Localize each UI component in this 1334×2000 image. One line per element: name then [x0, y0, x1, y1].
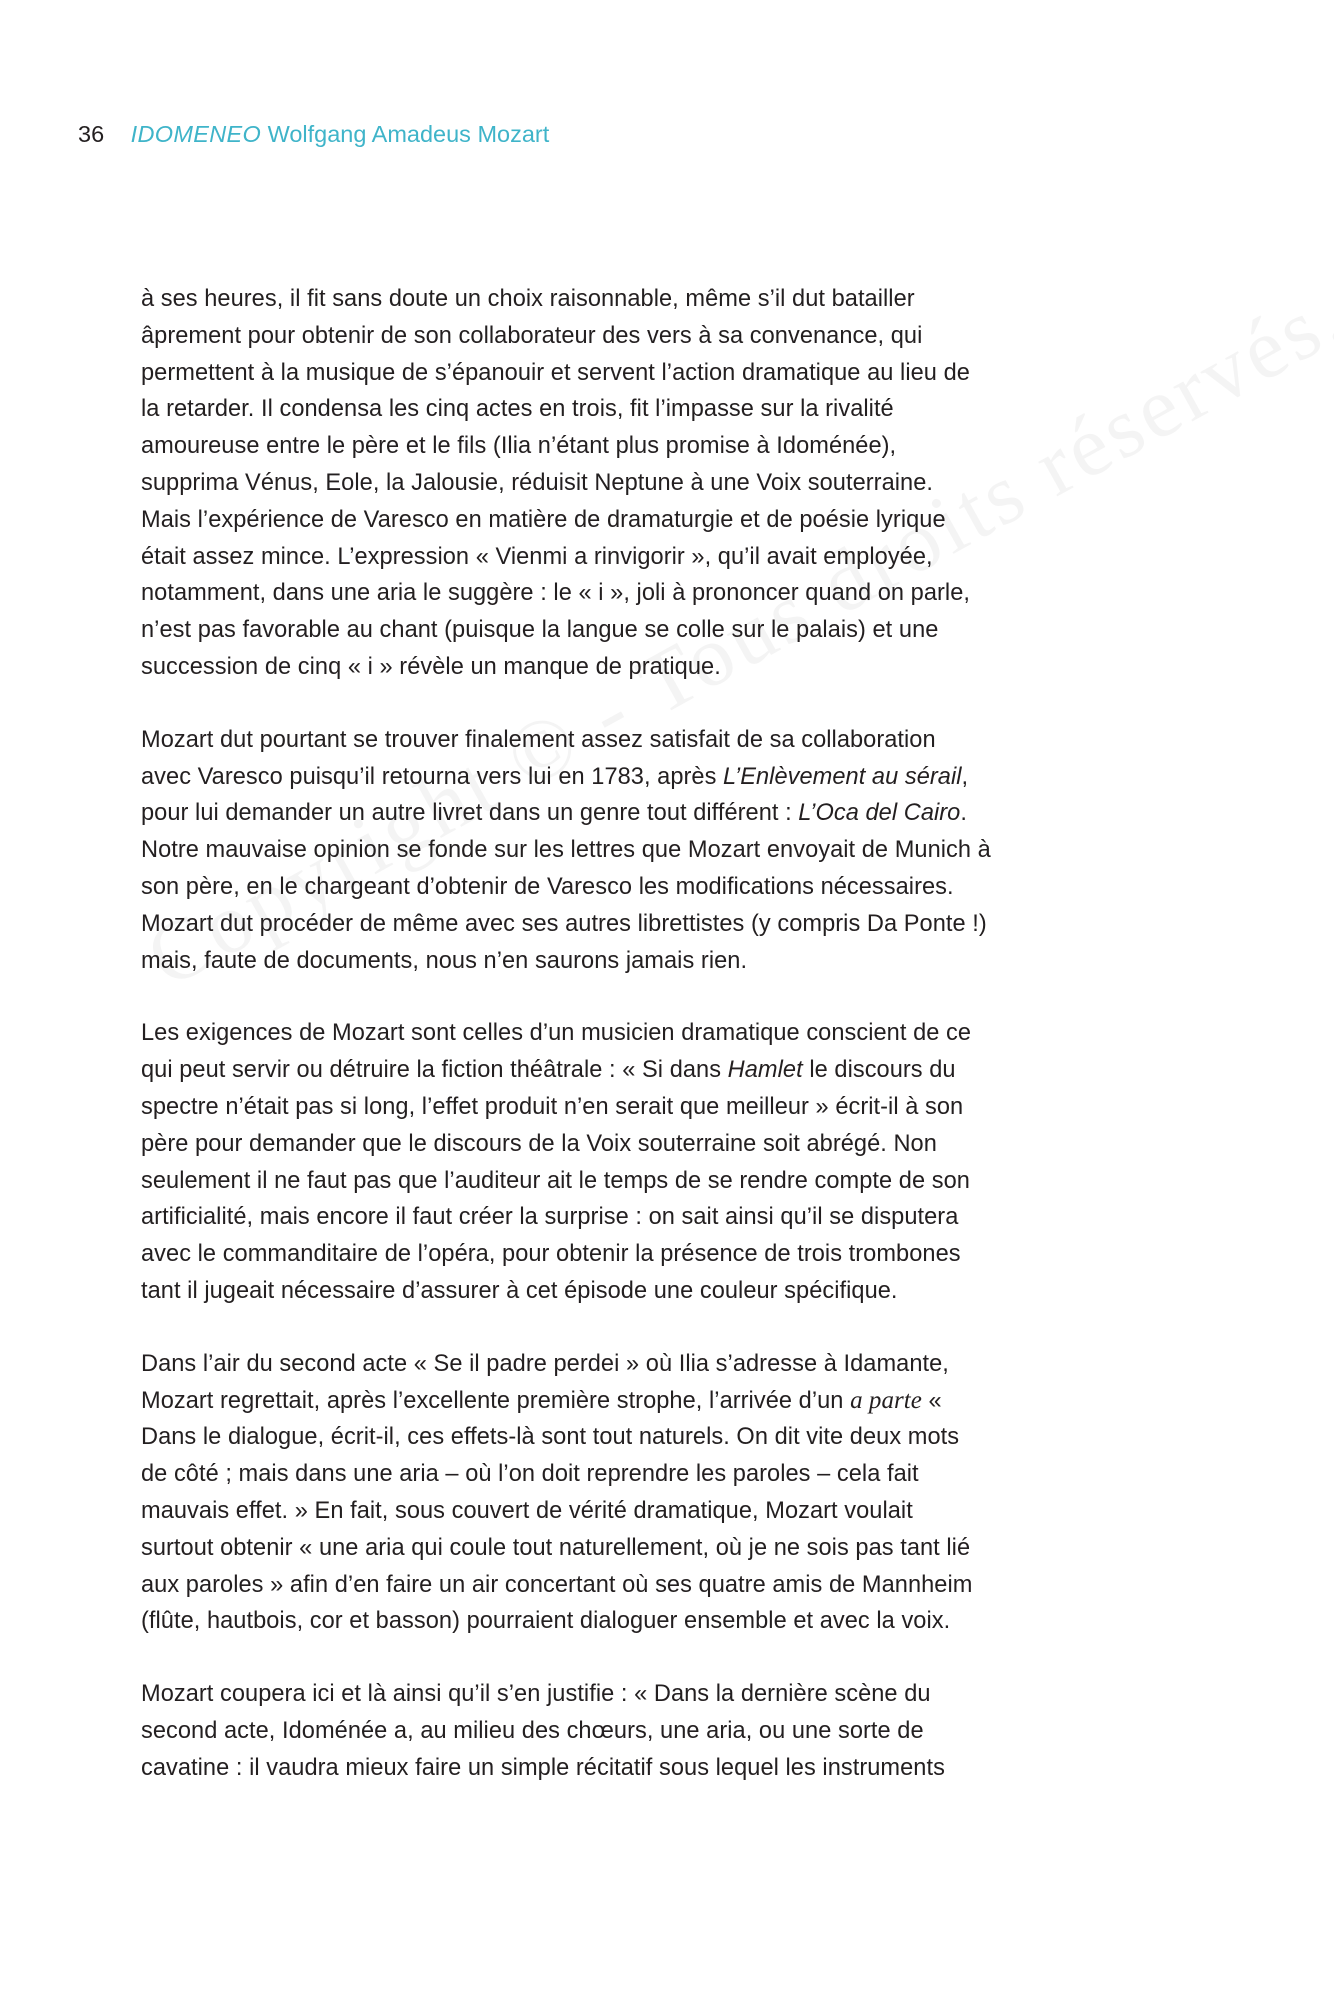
text-line — [141, 869, 1196, 906]
paragraph — [141, 1015, 1196, 1309]
text-run: qui peut servir ou détruire la fiction théâtrale : « Si dans — [141, 1057, 728, 1084]
text-run: notamment, dans une aria le suggère : le « i », joli à prononcer quand on parle, — [141, 580, 970, 607]
text-run: , — [961, 763, 969, 790]
emphasized-text: a parte — [850, 1386, 922, 1414]
text-run: artificialité, mais encore il faut créer la surprise : on sait ainsi qu’il se disputera — [141, 1204, 959, 1231]
text-line — [141, 355, 1196, 392]
text-line — [141, 1383, 1196, 1420]
text-line — [141, 1713, 1196, 1750]
text-run: avec le commanditaire de l’opéra, pour obtenir la présence de trois trombones — [141, 1241, 961, 1268]
text-run: père pour demander que le discours de la Voix souterraine soit abrégé. Non — [141, 1130, 937, 1157]
paragraph — [141, 722, 1196, 980]
text-run: Mozart regrettait, après l’excellente première strophe, l’arrivée d’un — [141, 1387, 851, 1414]
text-run: mauvais effet. » En fait, sous couvert de vérité dramatique, Mozart voulait — [141, 1497, 913, 1524]
emphasized-text: Hamlet — [727, 1057, 803, 1084]
text-run: Mozart dut pourtant se trouver finalement assez satisfait de sa collaboration — [141, 726, 936, 753]
text-run: son père, en le chargeant d’obtenir de Varesco les modifications nécessaires. — [141, 873, 954, 900]
paragraph — [141, 281, 1196, 686]
text-line — [141, 1530, 1196, 1567]
text-run: (flûte, hautbois, cor et basson) pourraient dialoguer ensemble et avec la voix. — [141, 1608, 951, 1635]
text-run: mais, faute de documents, nous n’en saurons jamais rien. — [141, 947, 748, 974]
text-line — [141, 1126, 1196, 1163]
text-run: n’est pas favorable au chant (puisque la langue se colle sur le palais) et une — [141, 617, 939, 644]
text-run: Mais l’expérience de Varesco en matière de dramaturgie et de poésie lyrique — [141, 506, 946, 533]
text-run: âprement pour obtenir de son collaborateur des vers à sa convenance, qui — [141, 322, 923, 349]
text-run: pour lui demander un autre livret dans un genre tout différent : — [141, 800, 799, 827]
text-run: aux paroles » afin d’en faire un air concertant où ses quatre amis de Mannheim — [141, 1571, 973, 1598]
text-run: avec Varesco puisqu’il retourna vers lui en 1783, après — [141, 763, 724, 790]
text-line — [141, 318, 1196, 355]
text-run: de côté ; mais dans une aria – où l’on doit reprendre les paroles – cela fait — [141, 1461, 919, 1488]
book-author: Wolfgang Amadeus Mozart — [267, 121, 550, 147]
text-run: permettent à la musique de s’épanouir et servent l’action dramatique au lieu de — [141, 359, 970, 386]
text-run: surtout obtenir « une aria qui coule tout naturellement, où je ne sois pas tant lié — [141, 1534, 971, 1561]
text-run: Notre mauvaise opinion se fonde sur les lettres que Mozart envoyait de Munich à — [141, 837, 991, 864]
text-line — [141, 943, 1196, 980]
text-line — [141, 832, 1196, 869]
page-number: 36 — [78, 121, 105, 147]
text-line — [141, 1456, 1196, 1493]
text-line — [141, 575, 1196, 612]
text-line — [141, 465, 1196, 502]
text-line — [141, 1163, 1196, 1200]
text-run: Dans le dialogue, écrit-il, ces effets-là sont tout naturels. On dit vite deux mots — [141, 1424, 960, 1451]
text-line — [141, 428, 1196, 465]
emphasized-text: L’Oca del Cairo — [798, 800, 961, 827]
text-line — [141, 1419, 1196, 1456]
text-run: supprima Vénus, Eole, la Jalousie, réduisit Neptune à une Voix souterraine. — [141, 469, 933, 496]
text-line — [141, 795, 1196, 832]
text-run: Dans l’air du second acte « Se il padre perdei » où Ilia s’adresse à Idamante, — [141, 1350, 949, 1377]
text-line — [141, 612, 1196, 649]
text-line — [141, 1676, 1196, 1713]
book-title: IDOMENEO — [130, 121, 262, 147]
paragraph — [141, 1346, 1196, 1640]
text-line — [141, 1346, 1196, 1383]
text-run: . — [960, 800, 967, 827]
text-line — [141, 1750, 1196, 1787]
text-line — [141, 539, 1196, 576]
text-run: la retarder. Il condensa les cinq actes en trois, fit l’impasse sur la rivalité — [141, 396, 894, 423]
text-line — [141, 1567, 1196, 1604]
text-line — [141, 281, 1196, 318]
text-run: Mozart dut procéder de même avec ses autres librettistes (y compris Da Ponte !) — [141, 910, 987, 937]
text-run: « — [921, 1387, 942, 1414]
text-run: le discours du — [802, 1057, 956, 1084]
text-line — [141, 906, 1196, 943]
text-run: succession de cinq « i » révèle un manque de pratique. — [141, 653, 721, 680]
text-line — [141, 722, 1196, 759]
text-run: cavatine : il vaudra mieux faire un simple récitatif sous lequel les instruments — [141, 1754, 945, 1781]
text-run: second acte, Idoménée a, au milieu des chœurs, une aria, ou une sorte de — [141, 1717, 924, 1744]
text-line — [141, 649, 1196, 686]
running-head — [78, 117, 549, 151]
body-text — [141, 281, 1196, 1822]
text-run: était assez mince. L’expression « Vienmi a rinvigorir », qu’il avait employée, — [141, 543, 933, 570]
text-run: amoureuse entre le père et le fils (Ilia n’étant plus promise à Idoménée), — [141, 433, 897, 460]
emphasized-text: L’Enlèvement au sérail — [723, 763, 962, 790]
text-run: spectre n’était pas si long, l’effet produit n’en serait que meilleur » écrit-il à son — [141, 1093, 964, 1120]
text-line — [141, 1199, 1196, 1236]
text-line — [141, 502, 1196, 539]
text-line — [141, 1089, 1196, 1126]
paragraph — [141, 1676, 1196, 1786]
text-run: seulement il ne faut pas que l’auditeur ait le temps de se rendre compte de son — [141, 1167, 970, 1194]
text-line — [141, 1236, 1196, 1273]
text-run: tant il jugeait nécessaire d’assurer à cet épisode une couleur spécifique. — [141, 1277, 898, 1304]
text-line — [141, 1015, 1196, 1052]
text-run: à ses heures, il fit sans doute un choix raisonnable, même s’il dut batailler — [141, 286, 915, 312]
text-line — [141, 1603, 1196, 1640]
text-line — [141, 1493, 1196, 1530]
text-line — [141, 1052, 1196, 1089]
text-line — [141, 759, 1196, 796]
text-run: Les exigences de Mozart sont celles d’un musicien dramatique conscient de ce — [141, 1020, 972, 1047]
text-line — [141, 1273, 1196, 1310]
text-line — [141, 391, 1196, 428]
text-run: Mozart coupera ici et là ainsi qu’il s’en justifie : « Dans la dernière scène du — [141, 1681, 931, 1708]
